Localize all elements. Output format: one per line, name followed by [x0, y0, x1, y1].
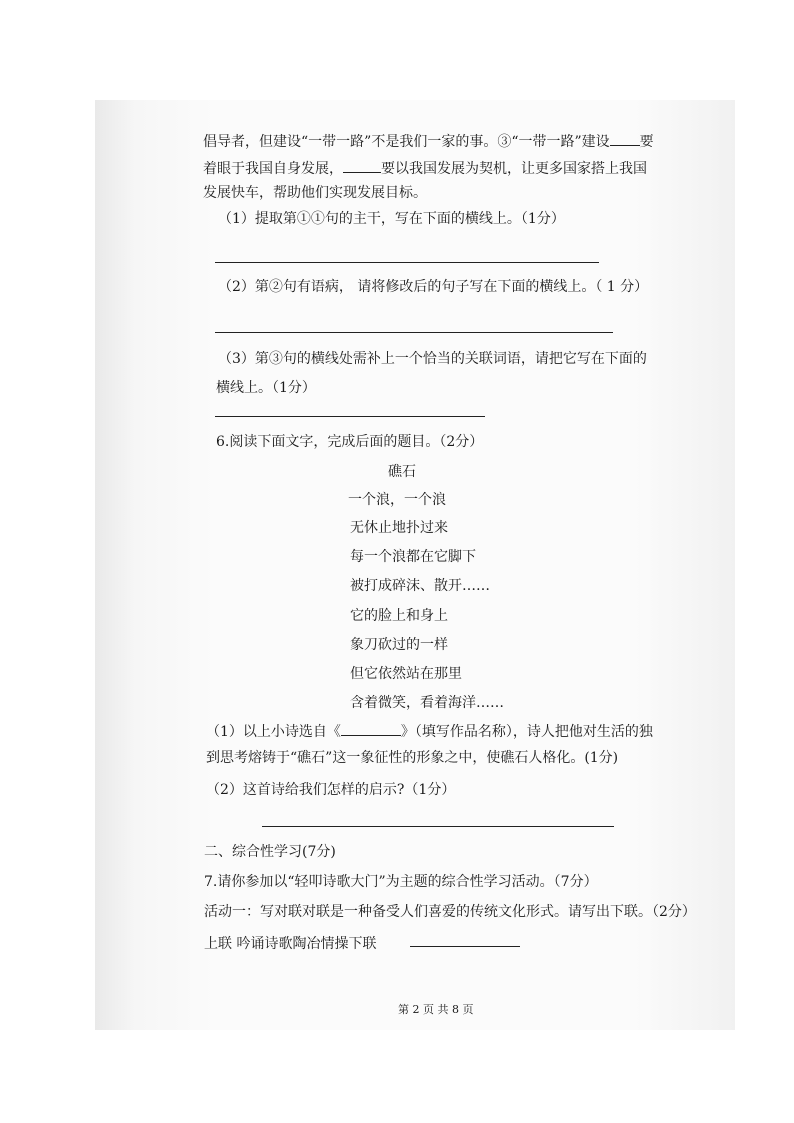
question-text: 》（填写作品名称），诗人把他对生活的独 — [400, 724, 653, 740]
answer-line-q5-1[interactable] — [215, 262, 599, 263]
answer-line-q5-3[interactable] — [215, 416, 485, 417]
answer-line-couplet[interactable] — [410, 946, 520, 947]
q7-prompt: 7.请你参加以“轻叩诗歌大门”为主题的综合性学习活动。（7分） — [204, 874, 598, 890]
answer-line-q5-2[interactable] — [215, 332, 613, 333]
work-title-blank[interactable] — [341, 721, 401, 736]
q5-sub2: （2）第②句有语病， 请将修改后的句子写在下面的横线上。（ 1 分） — [218, 279, 649, 295]
poem-line: 无休止地扑过来 — [350, 520, 448, 536]
q6-sub2: （2）这首诗给我们怎样的启示?（1分） — [206, 782, 456, 798]
page-number: 第 2 页 共 8 页 — [398, 1003, 474, 1016]
poem-title: 礁石 — [388, 464, 416, 480]
passage-text: 要 — [639, 134, 654, 150]
poem-line: 象刀砍过的一样 — [350, 637, 448, 653]
poem-line: 它的脸上和身上 — [350, 608, 448, 624]
question-text: （1）以上小诗选自 — [206, 724, 327, 740]
poem-line: 被打成碎沫、散开…… — [350, 578, 490, 594]
poem-line: 但它依然站在那里 — [350, 666, 462, 682]
passage-text: 倡导者，但建设“一带一路”不是我们一家的事。③“一带一路”建设 — [203, 134, 610, 150]
q6-sub1-line1 — [206, 721, 653, 742]
answer-line-q6-2[interactable] — [262, 826, 614, 827]
section-heading: 二、综合性学习(7分) — [204, 844, 336, 860]
answer-blank[interactable] — [610, 131, 640, 146]
q5-sub3-line2: 横线上。（1分） — [216, 380, 316, 396]
poem-line: 每一个浪都在它脚下 — [350, 549, 476, 565]
passage-line-2 — [203, 158, 647, 179]
q5-sub1: （1）提取第①①句的主干，写在下面的横线上。（1分） — [218, 211, 565, 227]
q5-sub3-line1: （3）第③句的横线处需补上一个恰当的关联词语，请把它写在下面的 — [218, 351, 647, 367]
q6-sub1-line2: 到思考熔铸于“礁石”这一象征性的形象之中，使礁石人格化。(1分) — [206, 750, 619, 766]
passage-text: 要以我国发展为契机，让更多国家搭上我国 — [381, 161, 647, 177]
passage-line-3: 发展快车，帮助他们实现发展目标。 — [203, 185, 427, 201]
couplet-line: 上联 吟诵诗歌陶冶情操下联 — [204, 936, 377, 952]
answer-blank[interactable] — [343, 158, 381, 173]
passage-line-1 — [203, 131, 654, 152]
activity1-prompt: 活动一：写对联对联是一种备受人们喜爱的传统文化形式。请写出下联。（2分） — [204, 904, 696, 920]
poem-line: 含着微笑，看着海洋…… — [350, 695, 504, 711]
poem-line: 一个浪，一个浪 — [348, 492, 446, 508]
passage-text: 着眼于我国自身发展， — [203, 161, 343, 177]
question-text: 《 — [326, 724, 341, 740]
q6-title: 6.阅读下面文字，完成后面的题目。（2分） — [216, 434, 484, 450]
